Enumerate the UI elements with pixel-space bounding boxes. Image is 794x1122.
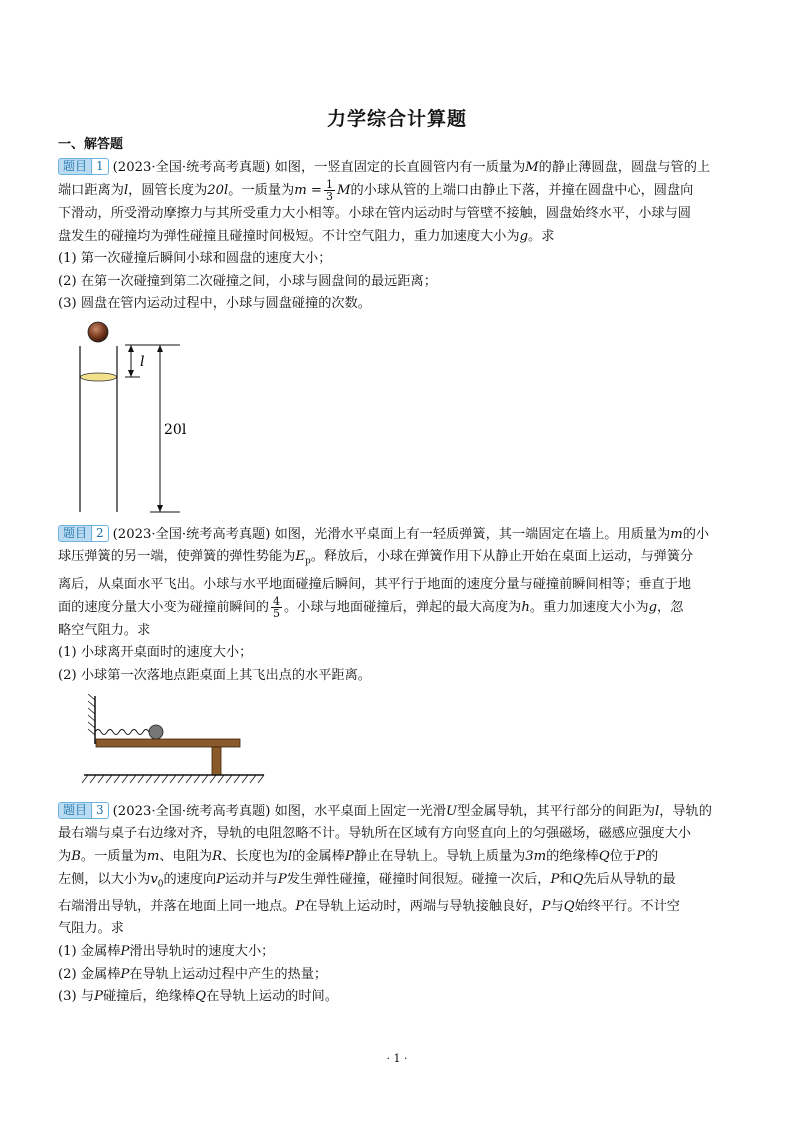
sub-question: (1) 小球离开桌面时的速度大小； (58, 645, 253, 661)
fraction: $\frac{4}{5}$ (273, 595, 280, 621)
question-2: 题目 2 (2023·全国·统考高考真题) 如图，光滑水平桌面上有一轻质弹簧，其一端固定在墙上。用质量为m的小 球压弹簧的另一端，使弹簧的弹性势能为$E_p$。释放后，小球在弹簧作用下从静止开始在桌面上运动，与弹簧分 离后，从桌面水平飞出。小球与水平地面碰撞后瞬间，其平行于地面的速度分量与碰撞前瞬间相等；垂直于地 面的速度分量大小变为碰撞前瞬间的 $\frac{4}{5}$ 。小球与地面碰撞后，弹起的最大高度为h。重力加速度大小为g，忽 略空气阻力。求 (1) 小球离开桌面时的速度大小； (2) 小球第一次落地点距桌面上其飞出点的水平距离。 (58, 523, 740, 688)
label-20l: 20l (164, 422, 187, 438)
page-title: 力学综合计算题 (326, 108, 467, 130)
wall-hatching (88, 694, 95, 735)
disk (81, 373, 117, 381)
sub-question: (2) 金属棒P在导轨上运动过程中产生的热量； (58, 966, 328, 982)
ball (149, 725, 163, 739)
sub-question: (1) 金属棒P滑出导轨时的速度大小； (58, 944, 275, 959)
question-3: 题目 3 (2023·全国·统考高考真题) 如图，水平桌面上固定一光滑U型金属导轨，其平行部分的间距为l，导轨的 最右端与桌子右边缘对齐，导轨的电阻忽略不计。导轨所在区域有方向竖直向上的匀强磁场，磁感应强度大小 为B。一质量为m、电阻为R、长度也为l的金属棒P静止在导轨上。导轨上质量为3m的绝缘棒Q位于P的 左侧，以大小为$v_0$的速度向P运动并与P发生弹性碰撞，碰撞时间很短。碰撞一次后，P和Q先后从导轨的最 右端滑出导轨，并落在地面上同一地点。P在导轨上运动时，两端与导轨接触良好，P与Q始终平行。不计空 气阻力。求 (1) 金属棒P滑出导轨时的速度大小； (2) 金属棒P在导轨上运动过程中产生的热量； (3) 与P碰撞后，绝缘棒Q在导轨上运动的时间。 (58, 800, 740, 1009)
table-top (96, 739, 240, 747)
question-badge: 题目 2 (58, 523, 109, 546)
page-number: · 1 · (386, 1052, 408, 1065)
tube-diagram (70, 318, 190, 514)
question-badge: 题目 1 (58, 156, 109, 179)
fraction: $\frac{1}{3}$ (325, 178, 333, 204)
label-l: l (140, 354, 145, 370)
sub-question: (3) 圆盘在管内运动过程中，小球与圆盘碰撞的次数。 (58, 296, 371, 312)
sub-question: (1) 第一次碰撞后瞬间小球和圆盘的速度大小； (58, 251, 332, 267)
sub-question: (2) 小球第一次落地点距桌面上其飞出点的水平距离。 (58, 668, 371, 683)
sub-question: (3) 与P碰撞后，绝缘棒Q在导轨上运动的时间。 (58, 989, 338, 1005)
table-leg (212, 747, 221, 775)
section-heading: 一、解答题 (58, 137, 124, 152)
spring-table-diagram (80, 692, 270, 788)
ground-hatching (82, 775, 264, 783)
ball (88, 322, 108, 342)
sub-question: (2) 在第一次碰撞到第二次碰撞之间，小球与圆盘间的最远距离； (58, 273, 437, 289)
question-1: 题目 1 (2023·全国·统考高考真题) 如图，一竖直固定的长直圆管内有一质量为M的静止薄圆盘，圆盘与管的上 端口距离为l，圆管长度为20l。一质量为m = $\frac{1}{3}$ M的小球从管的上端口由静止下落，并撞在圆盘中心，圆盘向 下滑动，所受滑动摩擦力与其所受重力大小相等。小球在管内运动时与管壁不接触，圆盘始终水平，小球与圆 盘发生的碰撞均为弹性碰撞且碰撞时间极短。不计空气阻力，重力加速度大小为g。求 (1) 第一次碰撞后瞬间小球和圆盘的速度大小； (2) 在第一次碰撞到第二次碰撞之间，小球与圆盘间的最远距离； (3) 圆盘在管内运动过程中，小球与圆盘碰撞的次数。 (58, 156, 740, 316)
question-badge: 题目 3 (58, 800, 109, 823)
